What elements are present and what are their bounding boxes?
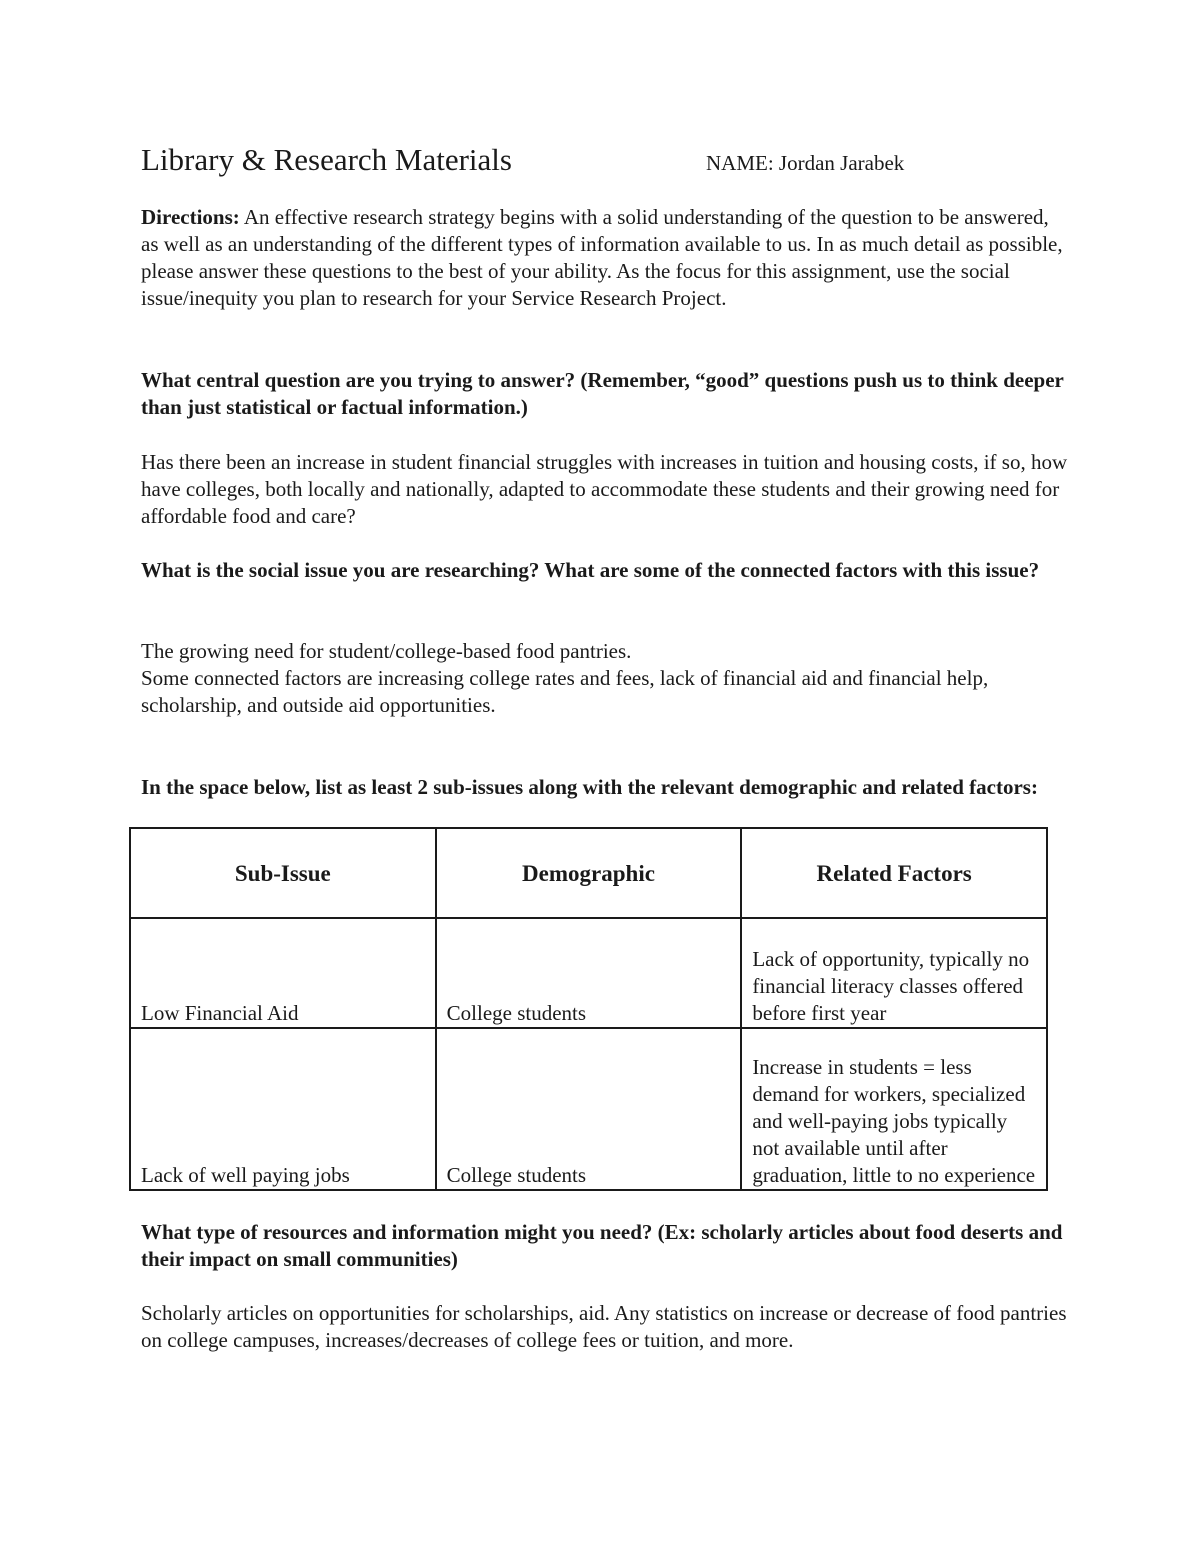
header-related-factors: Related Factors — [741, 828, 1047, 918]
cell-related-factors: Lack of opportunity, typically no financial literacy classes offered before first year — [741, 918, 1047, 1028]
table-row — [130, 918, 1047, 1028]
table-row — [130, 1028, 1047, 1190]
question-social-issue: What is the social issue you are researching? What are some of the connected factors with this issue? — [141, 558, 1040, 582]
directions-text: An effective research strategy begins with a solid understanding of the question to be answered, as well as an understanding of the different types of information available to us. In as much detail as possible, please answer these questions to the best of your ability. As the focus for this assignment, use the social issue/inequity you plan to research for your Service Research Project. — [141, 205, 1063, 310]
question-resources: What type of resources and information might you need? (Ex: scholarly articles about food deserts and their impact on small communities) — [141, 1220, 1063, 1271]
cell-demographic: College students — [436, 1028, 742, 1190]
answer-resources: Scholarly articles on opportunities for scholarships, aid. Any statistics on increase or decrease of food pantries on college campuses, increases/decreases of college fees or tuition, and more. — [141, 1301, 1067, 1352]
sub-issues-table — [129, 827, 1048, 1191]
answer-social-issue-line2: Some connected factors are increasing college rates and fees, lack of financial aid and financial help, scholarship, and outside aid opportunities. — [141, 666, 989, 717]
header-sub-issue: Sub-Issue — [130, 828, 436, 918]
cell-sub-issue: Lack of well paying jobs — [130, 1028, 436, 1190]
table-header-row — [130, 828, 1047, 918]
header-demographic: Demographic — [436, 828, 742, 918]
question-sub-issues: In the space below, list as least 2 sub-issues along with the relevant demographic and related factors: — [141, 775, 1038, 799]
directions-label: Directions: — [141, 205, 240, 229]
answer-central: Has there been an increase in student financial struggles with increases in tuition and housing costs, if so, how have colleges, both locally and nationally, adapted to accommodate these students and their growing need for affordable food and care? — [141, 450, 1068, 528]
answer-social-issue-line1: The growing need for student/college-based food pantries. — [141, 639, 632, 663]
page-title: Library & Research Materials — [141, 142, 512, 177]
student-name: NAME: Jordan Jarabek — [706, 151, 905, 175]
answer-social-issue — [141, 638, 1071, 719]
cell-sub-issue: Low Financial Aid — [130, 918, 436, 1028]
question-central: What central question are you trying to answer? (Remember, “good” questions push us to think deeper than just statistical or factual information.) — [141, 368, 1064, 419]
cell-related-factors: Increase in students = less demand for workers, specialized and well-paying jobs typically not available until after graduation, little to no experience — [741, 1028, 1047, 1190]
directions-paragraph — [141, 204, 1071, 312]
cell-demographic: College students — [436, 918, 742, 1028]
